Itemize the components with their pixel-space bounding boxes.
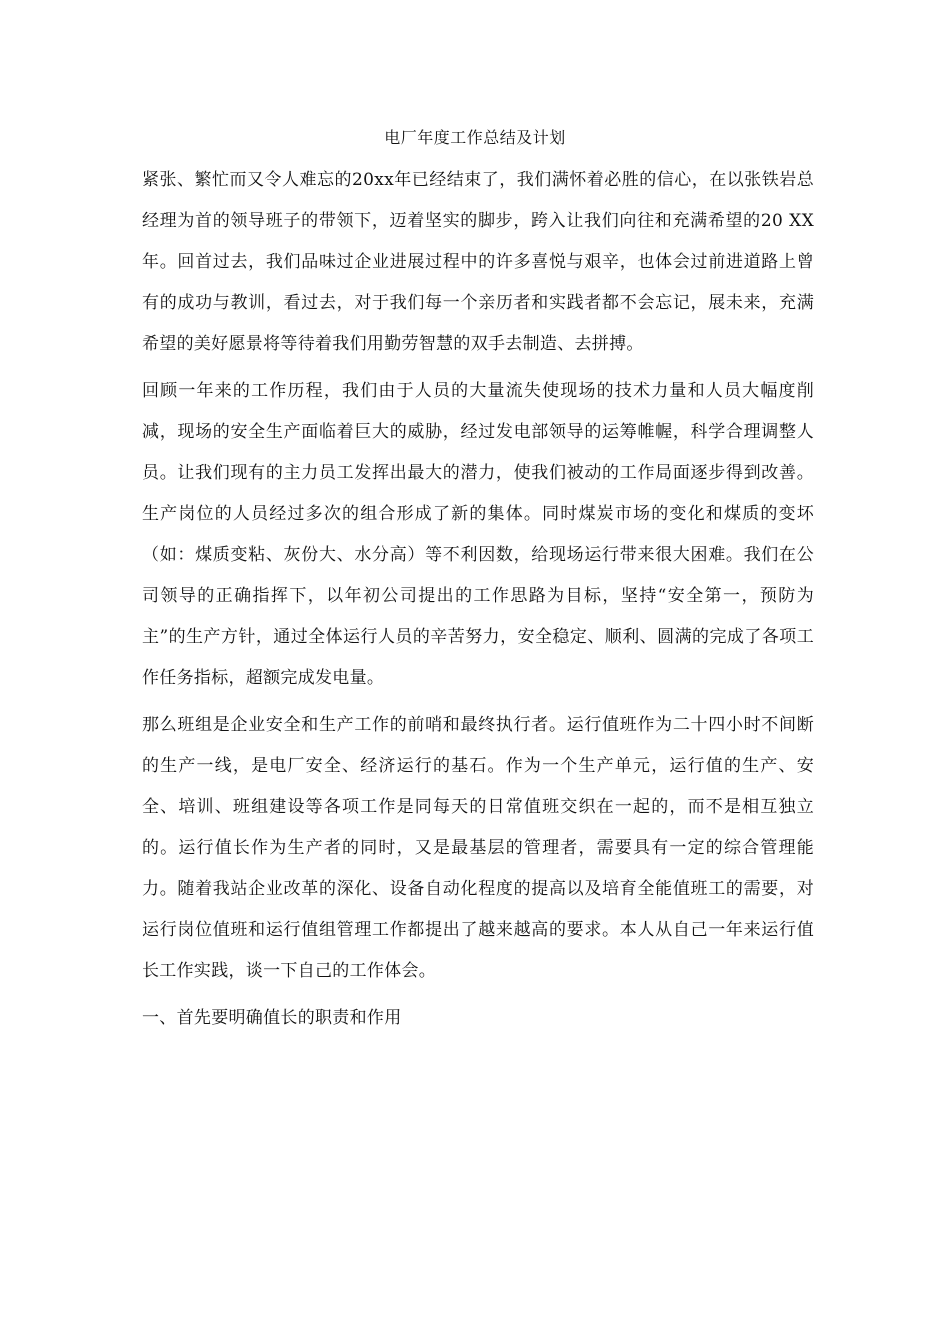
document-body [142,160,814,1039]
paragraph-intro: 紧张、繁忙而又令人难忘的20xx年已经结束了，我们满怀着必胜的信心，在以张铁岩总经理为首的领导班子的带领下，迈着坚实的脚步，跨入让我们向往和充满希望的20 XX年。回首过去，我们品味过企业进展过程中的许多喜悦与艰辛，也体会过前进道路上曾有的成功与教训，看过去，对于我们每一个亲历者和实践者都不会忘记，展未来，充满希望的美好愿景将等待着我们用勤劳智慧的双手去制造、去拼搏。 [142,170,814,354]
paragraph-review: 回顾一年来的工作历程，我们由于人员的大量流失使现场的技术力量和人员大幅度削减，现场的安全生产面临着巨大的威胁，经过发电部领导的运筹帷幄，科学合理调整人员。让我们现有的主力员工发挥出最大的潜力，使我们被动的工作局面逐步得到改善。生产岗位的人员经过多次的组合形成了新的集体。同时煤炭市场的变化和煤质的变坏（如：煤质变粘、灰份大、水分高）等不利因数，给现场运行带来很大困难。我们在公司领导的正确指挥下，以年初公司提出的工作思路为目标，坚持“安全第一，预防为主”的生产方针，通过全体运行人员的辛苦努力，安全稳定、顺利、圆满的完成了各项工作任务指标，超额完成发电量。 [142,381,814,688]
document-title: 电厂年度工作总结及计划 [384,128,566,147]
section-heading-1: 一、首先要明确值长的职责和作用 [142,1008,402,1028]
paragraph-team: 那么班组是企业安全和生产工作的前哨和最终执行者。运行值班作为二十四小时不间断的生产一线，是电厂安全、经济运行的基石。作为一个生产单元，运行值的生产、安全、培训、班组建设等各项工作是同每天的日常值班交织在一起的，而不是相互独立的。运行值长作为生产者的同时，又是最基层的管理者，需要具有一定的综合管理能力。随着我站企业改革的深化、设备自动化程度的提高以及培育全能值班工的需要，对运行岗位值班和运行值组管理工作都提出了越来越高的要求。本人从自己一年来运行值长工作实践，谈一下自己的工作体会。 [142,715,814,981]
